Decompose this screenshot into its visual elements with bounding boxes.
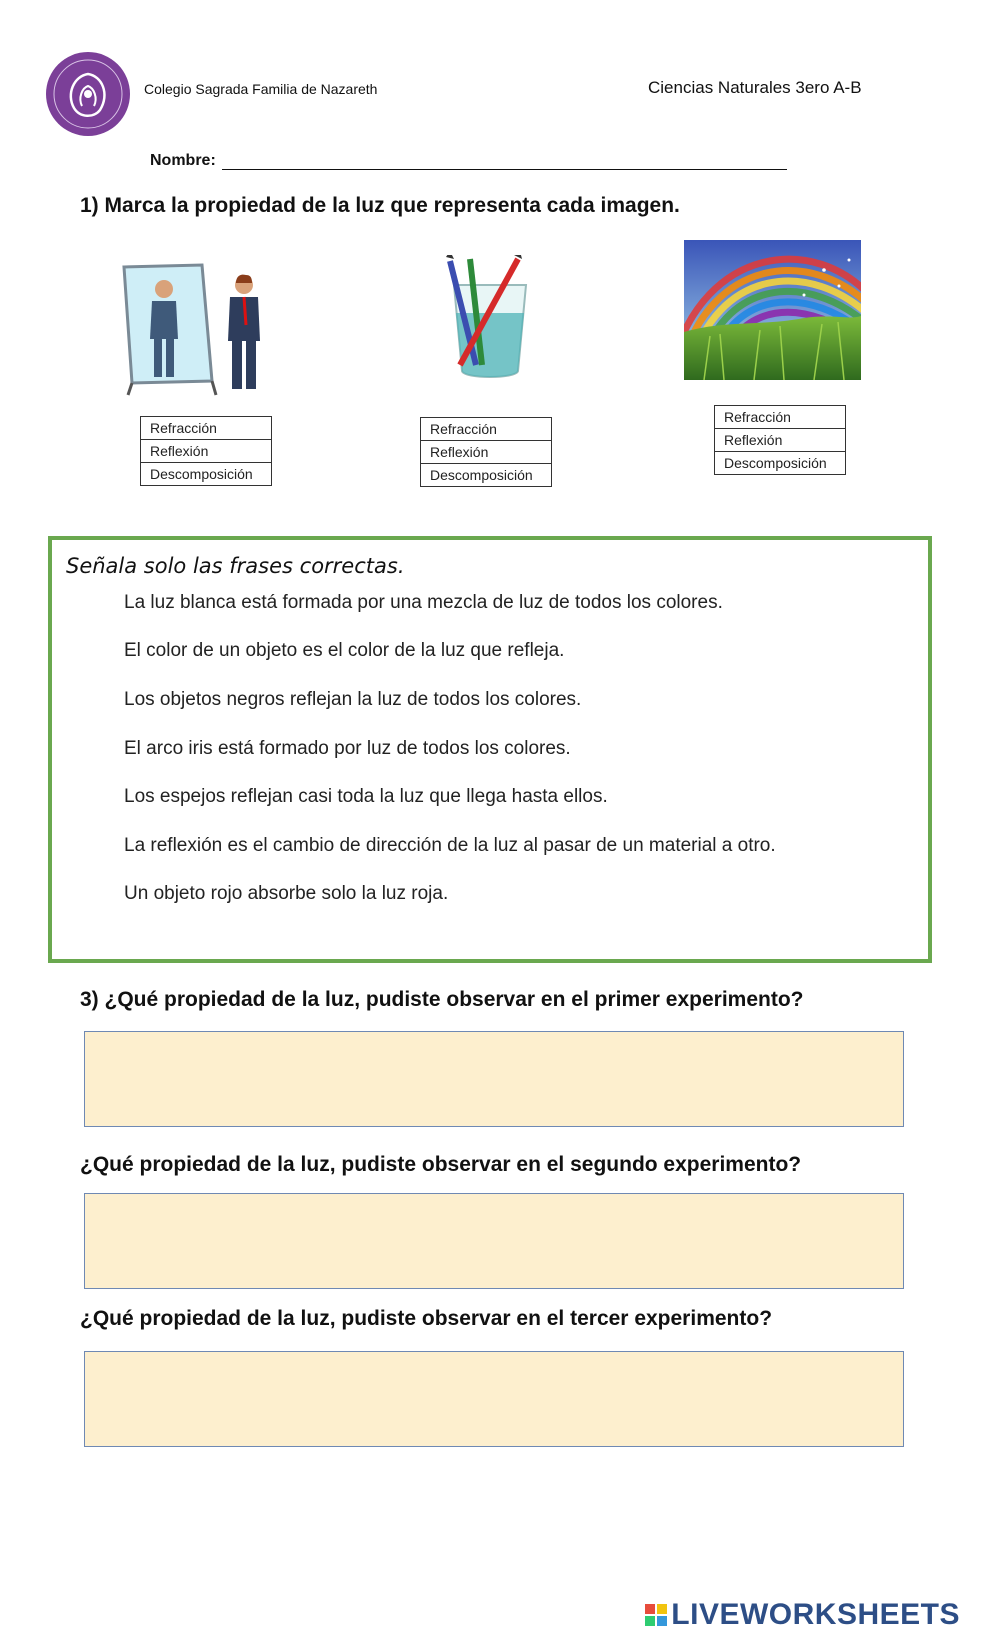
answer-box-1[interactable] (84, 1031, 904, 1127)
answer-box-2[interactable] (84, 1193, 904, 1289)
option-refraccion-3[interactable]: Refracción (715, 406, 845, 429)
option-descomposicion-1[interactable]: Descomposición (150, 466, 253, 482)
rainbow-landscape-icon (684, 240, 861, 380)
name-row (150, 152, 787, 170)
liveworksheets-brand (645, 1598, 960, 1632)
statement-3[interactable]: Los objetos negros reflejan la luz de todos los colores. (124, 689, 582, 710)
statement-6[interactable]: La reflexión es el cambio de dirección de la luz al pasar de un material a otro. (124, 835, 776, 856)
question-3-second: ¿Qué propiedad de la luz, pudiste observar en el segundo experimento? (80, 1153, 802, 1176)
options-box-2 (420, 417, 552, 487)
options-box-1 (140, 416, 272, 486)
name-label: Nombre: (150, 152, 216, 169)
statement-5[interactable]: Los espejos reflejan casi toda la luz que llega hasta ellos. (124, 786, 608, 807)
option-refraccion-1[interactable]: Refracción (141, 417, 271, 440)
option-reflexion-2[interactable]: Reflexión (421, 441, 551, 464)
statements-title: Señala solo las frases correctas. (66, 554, 405, 578)
option-reflexion-3[interactable]: Reflexión (715, 429, 845, 452)
statement-2[interactable]: El color de un objeto es el color de la luz que refleja. (124, 640, 565, 661)
statement-7[interactable]: Un objeto rojo absorbe solo la luz roja. (124, 883, 449, 904)
liveworksheets-icon (645, 1604, 667, 1626)
statements-box (48, 536, 932, 963)
option-descomposicion-3[interactable]: Descomposición (724, 455, 827, 471)
mirror-reflection-icon (120, 255, 270, 400)
name-field[interactable] (222, 155, 787, 170)
question-1-title: 1) Marca la propiedad de la luz que representa cada imagen. (80, 194, 680, 217)
option-refraccion-2[interactable]: Refracción (421, 418, 551, 441)
option-descomposicion-2[interactable]: Descomposición (430, 467, 533, 483)
subject-label: Ciencias Naturales 3ero A-B (648, 78, 862, 97)
pencils-in-water-icon (440, 255, 540, 385)
brand-text: LIVEWORKSHEETS (671, 1598, 960, 1631)
question-3-first: 3) ¿Qué propiedad de la luz, pudiste observar en el primer experimento? (80, 988, 804, 1011)
options-box-3 (714, 405, 846, 475)
school-logo (44, 50, 132, 138)
school-name: Colegio Sagrada Familia de Nazareth (144, 81, 378, 97)
question-3-third: ¿Qué propiedad de la luz, pudiste observar en el tercer experimento? (80, 1307, 773, 1330)
statement-1[interactable]: La luz blanca está formada por una mezcla de luz de todos los colores. (124, 592, 723, 613)
answer-box-3[interactable] (84, 1351, 904, 1447)
option-reflexion-1[interactable]: Reflexión (141, 440, 271, 463)
statement-4[interactable]: El arco iris está formado por luz de todos los colores. (124, 738, 571, 759)
